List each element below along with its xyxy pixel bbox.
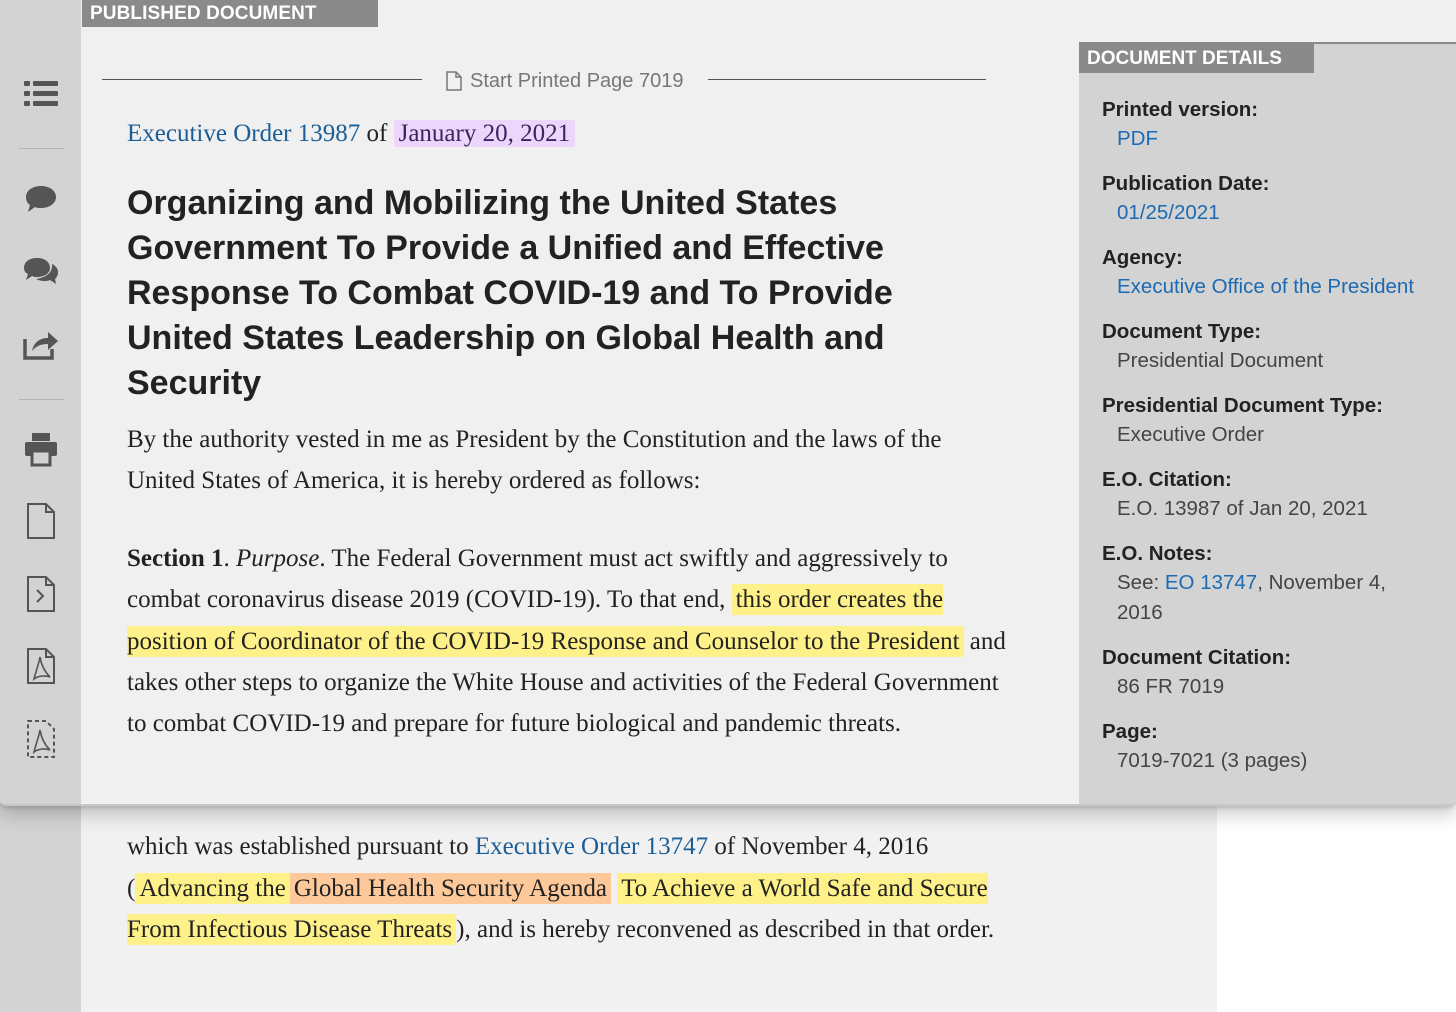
document-type-label: Document Type: xyxy=(1102,320,1262,343)
executive-order-13747-link[interactable]: Executive Order 13747 xyxy=(474,833,709,860)
signing-date: January 20, 2021 xyxy=(394,120,576,147)
agency-label: Agency: xyxy=(1102,246,1183,269)
comment-icon[interactable] xyxy=(22,180,60,218)
xml-document-icon[interactable] xyxy=(22,575,60,613)
section-purpose: Purpose xyxy=(236,545,320,572)
executive-order-link[interactable]: Executive Order 13987 xyxy=(127,120,361,147)
eo-citation-label: E.O. Citation: xyxy=(1102,468,1232,491)
agency-link[interactable]: Executive Office of the President xyxy=(1117,275,1415,298)
list-icon[interactable] xyxy=(22,75,60,113)
document-icon[interactable] xyxy=(22,502,60,540)
intro-paragraph: By the authority vested in me as President by the Constitution and the laws of the United States of America, it is hereby ordered as follows: xyxy=(127,426,942,495)
highlight-coordinator-position: this order creates the position of Coordinator of the COVID-19 Response and Counselor to the President xyxy=(127,584,964,656)
pdf-link[interactable]: PDF xyxy=(1117,127,1158,150)
section-heading: Section 1 xyxy=(127,545,224,572)
page-icon xyxy=(446,71,462,91)
comments-icon[interactable] xyxy=(22,252,60,290)
document-type-value: Presidential Document xyxy=(1117,349,1324,372)
document-details-tab: DOCUMENT DETAILS xyxy=(1079,42,1314,73)
highlight-global-health-security-agenda: Global Health Security Agenda xyxy=(290,873,611,904)
section-1-paragraph: Section 1. Purpose. The Federal Government must act swiftly and aggressively to combat coronavirus disease 2019 (COVID-19). To that end, this order creates the position of Coordinator of the COVID-19 Response and Counselor to the President and takes other steps to organize the White House and activities of the Federal Government to combat COVID-19 and prepare for future biological and pandemic threats. xyxy=(127,545,1006,738)
background-paragraph: which was established pursuant to Executive Order 13747 of November 4, 2016 ( Advancing the Global Health Security Agenda To Achieve a World Safe and Secure From Infectious Disease Threats ), and is hereby reconvened as described in that order. xyxy=(127,833,995,943)
document-citation-value: 86 FR 7019 xyxy=(1117,675,1225,698)
presidential-document-type-label: Presidential Document Type: xyxy=(1102,394,1383,417)
document-citation-label: Document Citation: xyxy=(1102,646,1292,669)
printed-version-label: Printed version: xyxy=(1102,98,1259,121)
public-inspection-pdf-icon[interactable] xyxy=(22,720,60,758)
page-range-value: 7019-7021 (3 pages) xyxy=(1117,749,1308,772)
published-document-tab: PUBLISHED DOCUMENT xyxy=(82,0,378,27)
printed-page-label: Start Printed Page 7019 xyxy=(470,69,684,92)
presidential-document-type-value: Executive Order xyxy=(1117,423,1264,446)
document-details-list xyxy=(1102,96,1442,792)
eo-13747-link[interactable]: EO 13747 xyxy=(1164,571,1258,594)
share-icon[interactable] xyxy=(22,325,60,363)
executive-order-line: Executive Order 13987 of January 20, 2021 xyxy=(127,114,575,154)
printed-page-marker xyxy=(102,66,986,96)
page-rule-left xyxy=(102,79,422,80)
eo-notes-value: See: EO 13747, November 4, 2016 xyxy=(1117,571,1386,624)
sidebar-divider xyxy=(19,399,64,400)
page-label: Page: xyxy=(1102,720,1158,743)
print-icon[interactable] xyxy=(22,430,60,468)
tools-sidebar xyxy=(0,0,81,806)
highlight-advancing: Advancing the xyxy=(135,873,289,904)
sidebar-divider xyxy=(19,148,64,149)
document-title: Organizing and Mobilizing the United States Government To Provide a Unified and Effective Response To Combat COVID-19 and To Provide United States Leadership on Global Health and Security xyxy=(127,184,893,402)
eo-citation-value: E.O. 13987 of Jan 20, 2021 xyxy=(1117,497,1368,520)
pdf-icon[interactable] xyxy=(22,647,60,685)
publication-date-link[interactable]: 01/25/2021 xyxy=(1117,201,1220,224)
page-rule-right xyxy=(708,79,986,80)
eo-notes-label: E.O. Notes: xyxy=(1102,542,1213,565)
publication-date-label: Publication Date: xyxy=(1102,172,1270,195)
highlight-world-safe-and-secure: To Achieve a World Safe and Secure From Infectious Disease Threats xyxy=(127,874,988,943)
